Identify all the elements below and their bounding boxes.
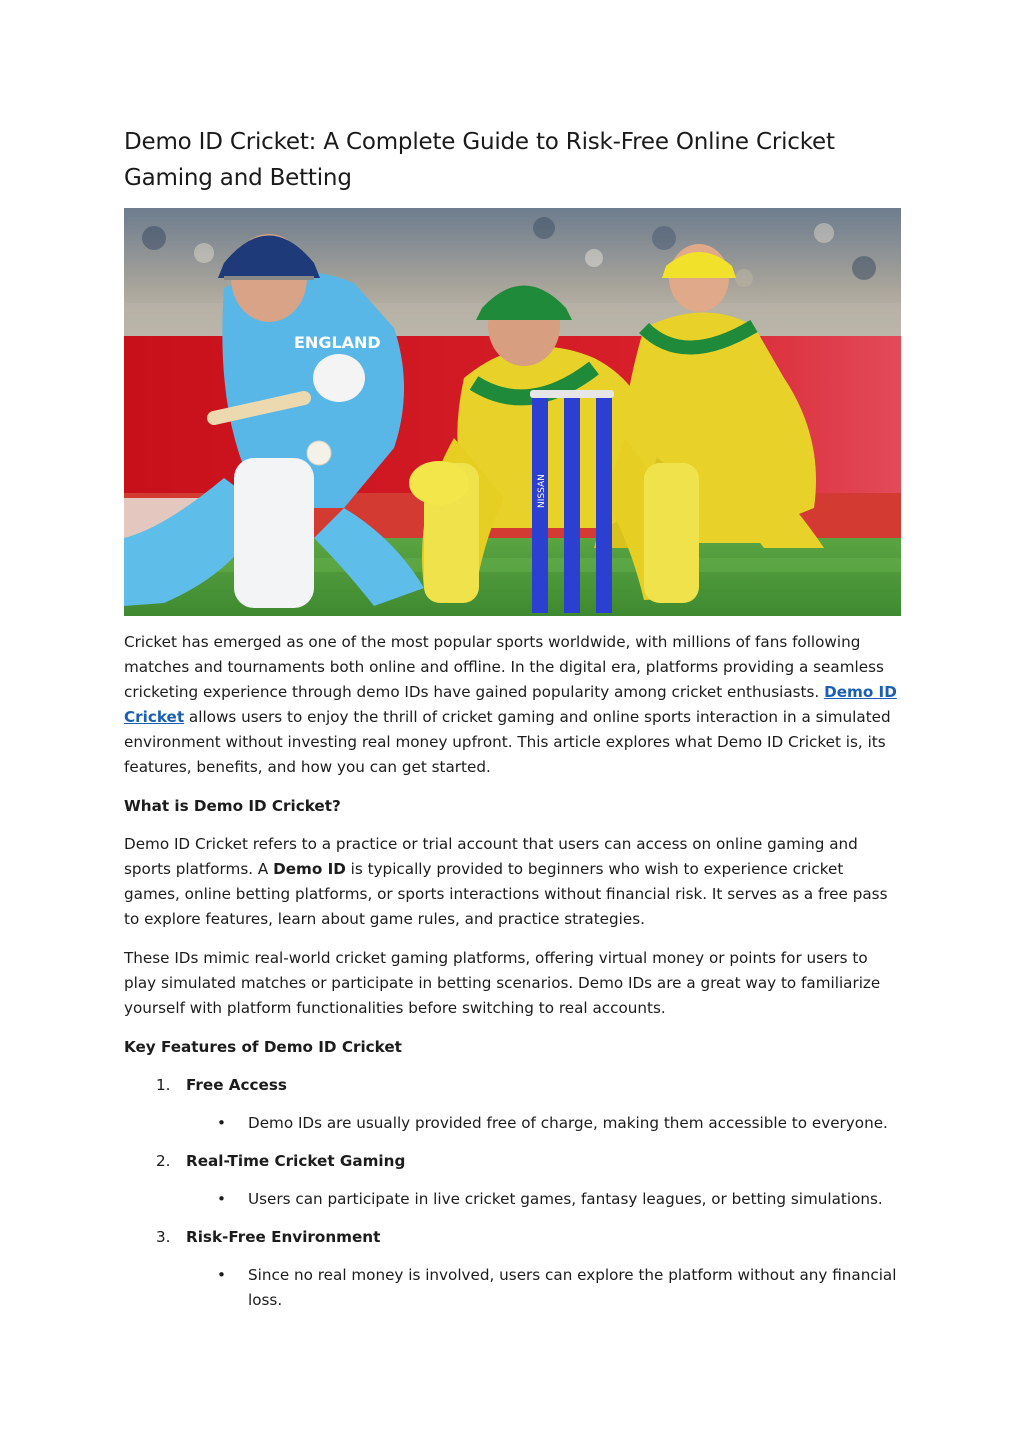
feature-detail-list: [124, 1263, 902, 1313]
feature-detail: [217, 1111, 902, 1136]
bullet-icon: •: [217, 1266, 226, 1284]
feature-detail-text: Users can participate in live cricket games, fantasy leagues, or betting simulations.: [248, 1190, 883, 1208]
bullet-icon: •: [217, 1190, 226, 1208]
feature-number: 1.: [156, 1076, 171, 1094]
feature-detail-text: Since no real money is involved, users can explore the platform without any financial loss.: [248, 1266, 897, 1309]
demo-id-cricket-link[interactable]: Demo ID Cricket: [124, 683, 897, 726]
feature-detail-list: [124, 1187, 902, 1212]
article-body: [124, 630, 902, 1326]
what-is-paragraph-1: [124, 832, 902, 932]
feature-title: Real-Time Cricket Gaming: [186, 1152, 406, 1170]
features-list: [124, 1073, 902, 1313]
feature-item: [124, 1149, 902, 1212]
feature-item: [124, 1225, 902, 1313]
stump-text: NISSAN: [537, 474, 547, 508]
title-line-1: Demo ID Cricket: A Complete Guide to Risk-Free Online Cricket: [124, 129, 835, 155]
feature-detail-text: Demo IDs are usually provided free of charge, making them accessible to everyone.: [248, 1114, 888, 1132]
batter-shirt-text: ENGLAND: [294, 333, 381, 352]
section-heading-key-features: Key Features of Demo ID Cricket: [124, 1038, 402, 1056]
what-is-text-1: Demo ID Cricket refers to a practice or trial account that users can access on online gaming and sports platforms. A: [124, 835, 858, 878]
intro-paragraph: [124, 630, 902, 780]
feature-title: Free Access: [186, 1076, 287, 1094]
feature-detail: [217, 1263, 902, 1313]
section-heading-what-is: What is Demo ID Cricket?: [124, 797, 341, 815]
stumps: [530, 390, 614, 613]
intro-text-1: Cricket has emerged as one of the most popular sports worldwide, with millions of fans following matches and tournaments both online and offline. In the digital era, platforms providing a seamless cricketing experience through demo IDs have gained popularity among cricket enthusiasts.: [124, 633, 884, 701]
feature-detail: [217, 1187, 902, 1212]
feature-title: Risk-Free Environment: [186, 1228, 381, 1246]
intro-text-2: allows users to enjoy the thrill of cricket gaming and online sports interaction in a simulated environment without investing real money upfront. This article explores what Demo ID Cricket is, its features, benefits, and how you can get started.: [124, 708, 891, 776]
what-is-paragraph-2: These IDs mimic real-world cricket gaming platforms, offering virtual money or points for users to play simulated matches or participate in betting scenarios. Demo IDs are a great way to familiarize yourself with platform functionalities before switching to real accounts.: [124, 949, 881, 1017]
what-is-text-2: is typically provided to beginners who wish to experience cricket games, online betting platforms, or sports interactions without financial risk. It serves as a free pass to explore features, learn about game rules, and practice strategies.: [124, 860, 888, 928]
article-title: [124, 124, 902, 196]
title-line-2: Gaming and Betting: [124, 165, 352, 191]
bullet-icon: •: [217, 1114, 226, 1132]
feature-item: [124, 1073, 902, 1136]
feature-detail-list: [124, 1111, 902, 1136]
feature-number: 2.: [156, 1152, 171, 1170]
cricket-ball: [307, 441, 331, 465]
feature-number: 3.: [156, 1228, 171, 1246]
hero-image-cricket-match: [124, 208, 901, 616]
demo-id-bold: Demo ID: [273, 860, 346, 878]
